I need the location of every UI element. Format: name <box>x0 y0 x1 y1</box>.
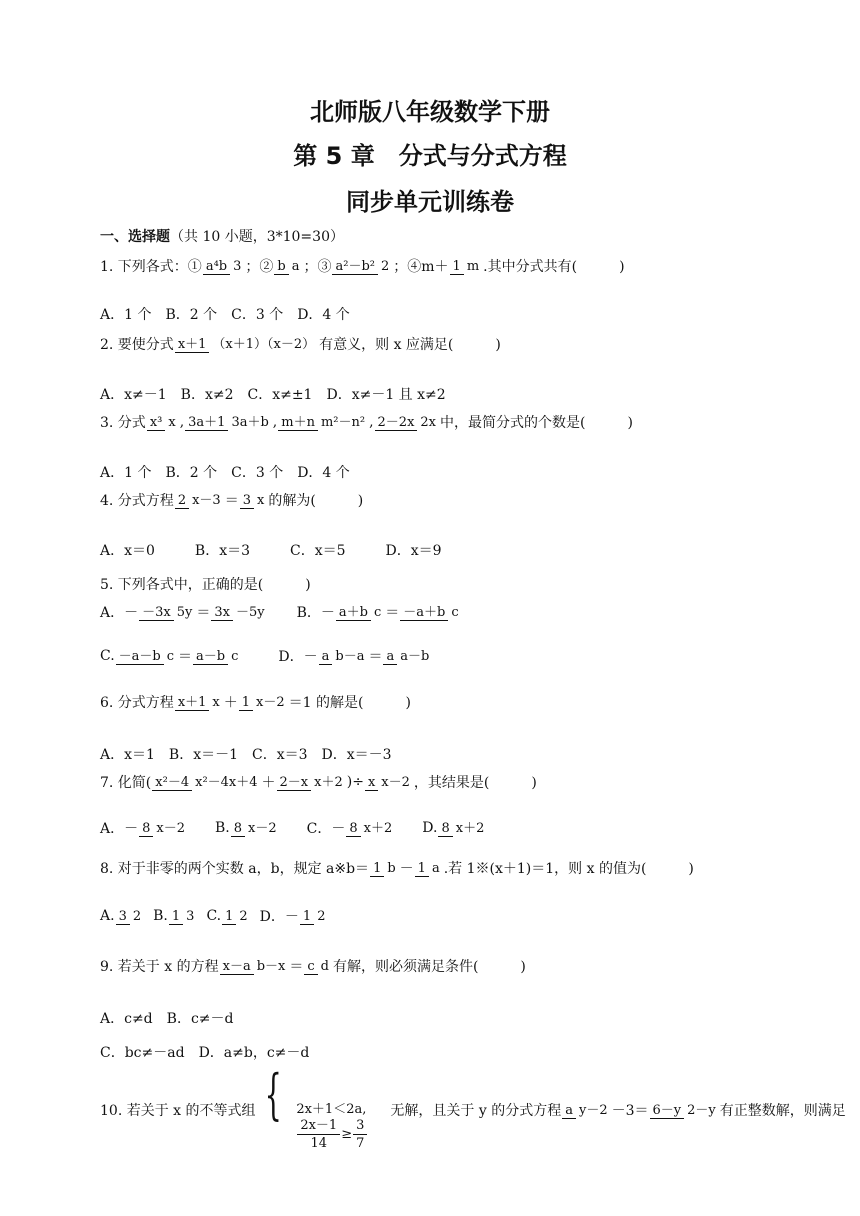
q6-plus: ＋ <box>223 695 238 711</box>
q2-option-b: B．x≠2 <box>180 387 234 403</box>
q8-d-label: D．－ <box>259 909 299 925</box>
q1-option-b: B．2 个 <box>165 307 218 323</box>
q8-d-fraction: 1 2 <box>300 908 329 925</box>
q9-tail: 有解，则必须满足条件( ) <box>332 959 526 975</box>
q1-sep-1: ；② <box>245 259 274 275</box>
q8-a-label: A. <box>100 908 115 924</box>
chapter-title: 第 5 章 分式与分式方程 <box>293 142 567 170</box>
question-7 <box>100 772 537 792</box>
q5-a-fraction-1: －3x 5y <box>139 604 195 621</box>
q2-options <box>100 384 460 404</box>
q4-fraction-2: 3 x <box>240 492 268 509</box>
q4-options <box>100 540 456 560</box>
brace-icon: { <box>264 1063 282 1126</box>
q6-option-a: A．x＝1 <box>100 747 155 763</box>
question-3 <box>100 412 633 432</box>
q5-c-label: C. <box>100 648 115 664</box>
q7-a-fraction: 8 x－2 <box>139 820 188 837</box>
question-8 <box>100 858 694 878</box>
q7-b-fraction: 8 x－2 <box>231 820 280 837</box>
q4-option-a: A．x＝0 <box>100 543 155 559</box>
q10-fraction-2: 6－y 2－y <box>650 1102 719 1119</box>
q4-fraction-1: 2 x－3 <box>175 492 224 509</box>
q6-options <box>100 744 406 764</box>
q4-stem: 4. 分式方程 <box>100 493 174 509</box>
question-1 <box>100 256 625 276</box>
section-note: （共 10 小题，3*10=30） <box>170 229 344 245</box>
q3-comma-1: , <box>179 414 185 430</box>
q6-option-b: B．x＝－1 <box>168 747 239 763</box>
q7-a-label: A．－ <box>100 821 139 837</box>
q3-option-a: A．1 个 <box>100 465 152 481</box>
q5-a-equals: ＝ <box>196 605 211 621</box>
q7-b-label: B. <box>215 820 230 836</box>
q7-stem: 7. 化简( <box>100 775 152 791</box>
q1-sep-2: ；③ <box>303 259 332 275</box>
q10-stem: 10. 若关于 x 的不等式组 <box>100 1103 256 1119</box>
q1-option-d: D．4 个 <box>297 307 350 323</box>
q8-options <box>100 906 329 926</box>
q1-stem: 1. 下列各式：① <box>100 259 202 275</box>
q7-fraction-1: x²－4 x²－4x＋4 <box>152 774 260 791</box>
q8-c-label: C. <box>206 908 222 924</box>
q3-stem: 3. 分式 <box>100 415 146 431</box>
q5-b-label: B．－ <box>296 605 335 621</box>
q6-fraction-2: 1 x－2 <box>239 694 288 711</box>
section-label: 一、选择题 <box>100 229 170 245</box>
q3-comma-2: , <box>272 414 278 430</box>
q7-d-fraction: 8 x＋2 <box>438 820 487 837</box>
q10-minus-three: －3＝ <box>611 1103 649 1119</box>
q8-fraction-2: 1 a <box>415 860 443 877</box>
q7-d-label: D. <box>422 820 438 836</box>
q9-option-c: C．bc≠－ad <box>100 1045 185 1061</box>
q5-d-equals: ＝ <box>368 649 383 665</box>
q7-c-label: C．－ <box>306 821 346 837</box>
q5-c-fraction-2: a－b c <box>193 648 241 665</box>
q10-inequality-system <box>256 1063 369 1152</box>
q1-fraction-2: b a <box>274 258 302 275</box>
q6-tail: ＝1 的解是( ) <box>288 695 411 711</box>
q1-fraction-4: 1 m <box>450 258 483 275</box>
q3-option-c: C．3 个 <box>231 465 284 481</box>
q5-options-cd <box>100 646 433 666</box>
q8-a-fraction: 3 2 <box>116 908 145 925</box>
q6-option-d: D．x＝－3 <box>321 747 392 763</box>
q3-tail: 中，最简分式的个数是( ) <box>440 415 633 431</box>
q5-c-equals: ＝ <box>178 649 193 665</box>
q2-tail: 有意义，则 x 应满足( ) <box>319 337 501 353</box>
q5-options-ab <box>100 602 463 622</box>
q10-tail: 有正整数解，则满足 <box>719 1103 846 1119</box>
q5-b-equals: ＝ <box>385 605 400 621</box>
q3-option-b: B．2 个 <box>165 465 218 481</box>
q8-c-fraction: 1 2 <box>222 908 251 925</box>
q5-a-label: A．－ <box>100 605 139 621</box>
q10-fraction-1: a y－2 <box>562 1102 610 1119</box>
q5-d-fraction-1: a b－a <box>319 648 368 665</box>
q4-option-c: C．x＝5 <box>290 543 346 559</box>
q3-comma-3: , <box>369 414 374 430</box>
q7-c-fraction: 8 x＋2 <box>346 820 395 837</box>
q5-c-fraction-1: －a－b c <box>116 648 177 665</box>
q10-row-2: $\frac{2x-1}{14}$ ≥ $\frac{3}{7}$ <box>296 1117 368 1152</box>
q7-divide: )÷ <box>346 774 364 790</box>
q8-tail: .若 1※(x＋1)＝1，则 x 的值为( ) <box>443 861 694 877</box>
section-heading <box>100 226 344 246</box>
q5-d-label: D．－ <box>278 649 318 665</box>
q5-d-fraction-2: a a－b <box>383 648 432 665</box>
q4-equals: ＝ <box>224 493 239 509</box>
q8-fraction-1: 1 b <box>370 860 399 877</box>
q9-option-d: D．a≠b，c≠－d <box>198 1045 310 1061</box>
q9-option-a: A．c≠d <box>100 1011 153 1027</box>
q5-stem: 5. 下列各式中，正确的是( ) <box>100 577 311 593</box>
q7-options <box>100 818 488 838</box>
q9-options-cd <box>100 1042 323 1062</box>
q8-minus: － <box>399 861 414 877</box>
q3-fraction-2: 3a＋1 3a＋b <box>185 414 272 431</box>
q9-options-ab <box>100 1008 247 1028</box>
question-6 <box>100 692 411 712</box>
q2-option-d: D．x≠－1 且 x≠2 <box>326 387 446 403</box>
q9-fraction-1: x－a b－x <box>220 958 289 975</box>
q9-fraction-2: c d <box>304 958 332 975</box>
q4-tail: 的解为( ) <box>268 493 364 509</box>
q3-fraction-1: x³ x <box>147 414 179 431</box>
q9-stem: 9. 若关于 x 的方程 <box>100 959 219 975</box>
q10-mid: 无解，且关于 y 的分式方程 <box>390 1103 562 1119</box>
q1-tail: .其中分式共有( ) <box>483 259 625 275</box>
q10-row-1: 2x＋1＜2a, <box>296 1102 367 1117</box>
q5-b-fraction-1: a＋b c <box>336 604 384 621</box>
q2-fraction: x＋1 （x＋1）（x－2） <box>175 336 318 353</box>
q7-tail: ，其结果是( ) <box>413 775 537 791</box>
q6-stem: 6. 分式方程 <box>100 695 174 711</box>
question-4 <box>100 490 363 510</box>
q7-fraction-3: x x－2 <box>365 774 413 791</box>
q4-option-b: B．x＝3 <box>194 543 251 559</box>
question-5 <box>100 574 311 594</box>
q2-option-c: C．x≠±1 <box>247 387 313 403</box>
subtitle: 同步单元训练卷 <box>346 188 514 216</box>
q7-fraction-2: 2－x x＋2 <box>277 774 346 791</box>
question-2 <box>100 334 501 354</box>
q6-option-c: C．x＝3 <box>252 747 308 763</box>
q8-b-label: B. <box>153 908 168 924</box>
q6-fraction-1: x＋1 x <box>175 694 223 711</box>
q3-fraction-4: 2－2x 2x <box>375 414 439 431</box>
q4-option-d: D．x＝9 <box>385 543 442 559</box>
q1-option-a: A．1 个 <box>100 307 152 323</box>
q1-options <box>100 304 364 324</box>
question-10 <box>100 1063 846 1152</box>
q1-option-c: C．3 个 <box>231 307 284 323</box>
document-title: 北师版八年级数学下册 <box>310 98 550 126</box>
q3-fraction-3: m＋n m²－n² <box>278 414 368 431</box>
question-9 <box>100 956 526 976</box>
q7-plus: ＋ <box>261 775 276 791</box>
q5-b-fraction-2: －a＋b c <box>400 604 461 621</box>
q9-option-b: B．c≠－d <box>166 1011 234 1027</box>
q1-sep-3: ；④m＋ <box>393 259 449 275</box>
q9-equals: ＝ <box>289 959 304 975</box>
q2-stem: 2. 要使分式 <box>100 337 174 353</box>
q1-fraction-1: a⁴b 3 <box>203 258 245 275</box>
q3-options <box>100 462 364 482</box>
q8-b-fraction: 1 3 <box>169 908 198 925</box>
q2-option-a: A．x≠－1 <box>100 387 167 403</box>
q3-option-d: D．4 个 <box>297 465 350 481</box>
q1-fraction-3: a²－b² 2 <box>332 258 392 275</box>
q5-a-fraction-2: 3x －5y <box>211 604 267 621</box>
q8-stem: 8. 对于非零的两个实数 a，b，规定 a※b＝ <box>100 861 370 877</box>
